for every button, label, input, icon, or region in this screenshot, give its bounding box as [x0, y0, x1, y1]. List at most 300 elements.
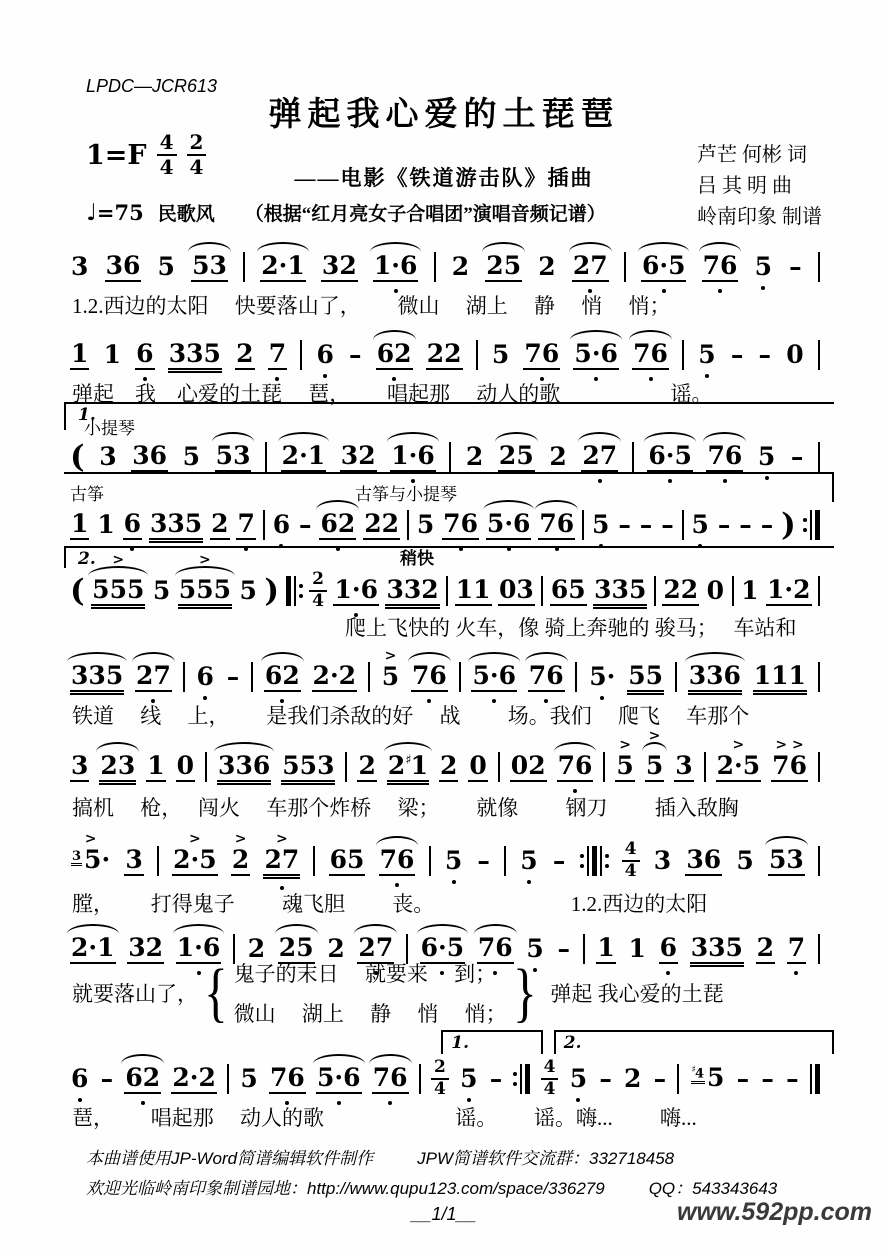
- catalog-number: LPDC—JCR613: [86, 76, 218, 96]
- barline: [434, 250, 436, 284]
- note-group: 6: [70, 1066, 89, 1093]
- note-group: 335: [168, 338, 221, 368]
- thin-bar: [520, 1064, 522, 1094]
- note-group: 3: [71, 251, 89, 281]
- note-group: 5: [525, 936, 544, 963]
- volta-bracket-1: 1.: [64, 402, 834, 430]
- note-group: –: [489, 1063, 503, 1093]
- thin-bar: [205, 752, 207, 782]
- thin-bar: [541, 576, 543, 606]
- volta-bracket-2: 2.: [64, 546, 834, 568]
- thin-bar: [446, 576, 448, 606]
- note-group: 336: [688, 663, 742, 692]
- style-label: 民歌风: [157, 204, 215, 225]
- note-group: –: [552, 845, 566, 875]
- thin-bar: [407, 510, 409, 540]
- thin-bar: [818, 752, 820, 782]
- barline: [818, 660, 820, 694]
- lyric-upper: 鬼子的末日 就要来 到；: [233, 962, 497, 986]
- note-group: 6·5: [641, 253, 687, 282]
- note-group: > 555: [91, 577, 145, 606]
- note-group: –: [730, 339, 744, 369]
- note-group: 2·1: [70, 935, 116, 964]
- qq-group-note: JPW简谱软件交流群：332718458: [417, 1149, 675, 1168]
- low-octave-dot: [78, 1098, 82, 1102]
- barline: [818, 250, 820, 284]
- note-group: –: [786, 1063, 799, 1093]
- note-group: 5: [591, 512, 610, 539]
- note-group: 2: [247, 933, 266, 963]
- note-group: 27: [357, 935, 394, 964]
- music-line-7: [70, 727, 820, 788]
- time-signature-2-4: 2 4: [187, 132, 207, 178]
- note-group: 2: [465, 441, 484, 471]
- slur-arc: [214, 742, 274, 752]
- parenthesis: (: [70, 438, 85, 475]
- note-group: 2·1: [260, 253, 306, 282]
- note-group: 25: [498, 443, 535, 472]
- thin-bar: [345, 752, 347, 782]
- time-signature-4-4: 4 4: [157, 132, 177, 178]
- note-group: 76: [523, 341, 560, 370]
- note-group: 2: [439, 750, 458, 780]
- note-group: 1: [71, 338, 89, 368]
- note-group: 55: [628, 660, 664, 690]
- note-group: 5: [519, 848, 538, 875]
- slur-arc: [373, 330, 416, 340]
- note-group: > 2·5: [173, 830, 217, 874]
- low-octave-dot: [203, 696, 207, 700]
- slur-arc: [67, 652, 127, 662]
- barline: [265, 440, 267, 474]
- quarter-note-icon: ♩: [86, 199, 97, 226]
- slur-arc: [570, 330, 622, 340]
- thin-bar: [449, 442, 451, 472]
- barline: [682, 508, 684, 542]
- barline: [632, 440, 634, 474]
- note-group: 65: [550, 574, 586, 604]
- music-system-10: [70, 1033, 820, 1100]
- note-group: 5: [459, 1066, 478, 1093]
- lyricist-credit: 芦芒 何彬 词: [697, 144, 807, 166]
- note-group: 5: [152, 575, 171, 605]
- note-group: 0: [706, 575, 725, 605]
- thin-bar: [818, 340, 820, 370]
- lyrics-line-5: 爬上飞快的 火车，像 骑上奔驰的 骏马； 车站和: [72, 616, 797, 640]
- music-system-2: [70, 334, 820, 376]
- note-group: 0: [786, 339, 804, 369]
- time-signature: 2 4: [309, 571, 327, 611]
- note-group: –: [736, 1063, 750, 1093]
- note-group: 76: [372, 1065, 409, 1094]
- low-octave-dot: [761, 286, 765, 290]
- note-group: 5·6: [471, 663, 517, 692]
- note-group: 5: [491, 339, 510, 369]
- note-group: 1·2: [766, 574, 811, 604]
- note-group: 6·5: [420, 935, 466, 964]
- note-group: 6: [135, 341, 154, 370]
- music-line-6: [70, 647, 820, 698]
- note-group: –: [599, 1063, 612, 1093]
- thick-bar: [286, 576, 291, 606]
- low-octave-dot: [527, 880, 531, 884]
- slur-arc: [67, 924, 119, 934]
- note-group: 25: [485, 253, 522, 282]
- lyric-lower: 微山 湖上 静 悄 悄；: [233, 1002, 507, 1026]
- thin-bar: [582, 510, 584, 540]
- barline: [205, 750, 207, 784]
- note-group: 1: [147, 750, 165, 780]
- note-group: 5: [754, 254, 773, 281]
- thin-bar: [818, 662, 820, 692]
- note-group: 1: [741, 575, 759, 605]
- accent-mark: >: [189, 830, 201, 847]
- barline: [263, 508, 265, 542]
- note-group: 111: [753, 660, 806, 690]
- note-group: 5: [697, 342, 716, 369]
- slur-arc: [278, 432, 330, 442]
- note-group: 2·2: [312, 660, 357, 690]
- parenthesis: ): [781, 506, 796, 543]
- note-group: > 5: [616, 736, 634, 780]
- note-group: 3: [675, 750, 693, 780]
- note-group: 553: [282, 750, 335, 780]
- note-group: –: [761, 1063, 774, 1093]
- slur-arc: [257, 242, 309, 252]
- note-group: –: [618, 509, 631, 539]
- note-group: 0: [176, 750, 195, 780]
- note-group: 27: [581, 443, 618, 472]
- barline: [286, 574, 303, 608]
- slur-arc: [370, 242, 422, 252]
- note-group: 2: [451, 251, 470, 281]
- slur-arc: [525, 652, 568, 662]
- thin-bar: [818, 846, 820, 876]
- note-group: 7: [236, 511, 255, 540]
- barline: [818, 574, 820, 608]
- slur-arc: [261, 652, 304, 662]
- lyrics-line-2: 弹起 我 心爱的土琵 琶， 唱起那 动人的歌 谣。: [72, 382, 713, 406]
- note-group: 5·6: [316, 1065, 362, 1094]
- music-system-1: [70, 246, 820, 288]
- lyrics-line-1: 1.2.西边的太阳 快要落山了， 微山 湖上 静 悄 悄；: [72, 294, 671, 318]
- thin-bar: [429, 846, 431, 876]
- note-group: 5: [444, 848, 463, 875]
- note-group: 1·6: [333, 577, 379, 606]
- accent-mark: > >: [775, 736, 804, 753]
- note-group: 76: [442, 511, 479, 540]
- barline: [345, 750, 347, 784]
- barline: [654, 574, 656, 608]
- note-group: 335: [690, 932, 743, 962]
- slur-arc: [408, 652, 451, 662]
- note-group: 23: [99, 753, 136, 782]
- grace-note: ♯4: [691, 1065, 704, 1082]
- note-group: 6: [659, 935, 678, 964]
- thin-bar: [624, 252, 626, 282]
- note-group: –: [661, 509, 674, 539]
- note-group: 32: [340, 440, 376, 470]
- barline: [251, 660, 253, 694]
- note-group: –: [717, 509, 731, 539]
- note-group: 5: [416, 509, 435, 539]
- note-group: 36: [105, 250, 141, 280]
- slur-arc: [275, 924, 318, 934]
- slur-arc: [468, 652, 520, 662]
- note-group: 6: [272, 512, 291, 539]
- footer-line-1: [86, 1144, 674, 1169]
- thin-bar: [183, 662, 185, 692]
- barline: [183, 660, 185, 694]
- note-group: –: [226, 661, 240, 691]
- slur-arc: [354, 924, 397, 934]
- slur-arc: [578, 432, 621, 442]
- parenthesis: (: [70, 572, 85, 609]
- low-octave-dot: [323, 374, 327, 378]
- time-signature: 4 4: [541, 1059, 559, 1099]
- note-group: 336: [217, 753, 271, 782]
- barline: [704, 750, 706, 784]
- low-octave-dot: [395, 883, 399, 887]
- note-group: 1: [597, 932, 615, 962]
- note-group: –: [299, 509, 312, 539]
- slur-arc: [313, 1054, 365, 1064]
- thin-bar: [704, 752, 706, 782]
- note-group: 36: [132, 440, 168, 470]
- barline: [504, 844, 506, 878]
- slur-arc: [188, 242, 231, 252]
- note-group: 5·6: [486, 511, 532, 540]
- thin-bar: [587, 846, 589, 876]
- barline: [818, 440, 820, 474]
- thin-bar: [294, 576, 296, 606]
- low-octave-dot: [576, 1098, 580, 1102]
- note-group: –: [349, 339, 362, 369]
- note-group: 02: [510, 750, 546, 780]
- slur-arc: [384, 742, 432, 752]
- note-group: 53: [215, 443, 252, 472]
- note-group: 5: [240, 1063, 258, 1093]
- thin-bar: [654, 576, 656, 606]
- slur-arc: [417, 924, 469, 934]
- note-group: –: [739, 509, 752, 539]
- note-group: 11: [455, 574, 491, 604]
- note-group: > 5: [645, 753, 664, 782]
- accent-mark: >: [384, 647, 397, 664]
- note-group: 5: [736, 845, 754, 875]
- thin-bar: [251, 662, 253, 692]
- note-group: 62: [319, 511, 356, 540]
- note-group: 335: [594, 574, 647, 604]
- stacked-lyrics: [234, 958, 507, 1028]
- accent-mark: >: [199, 551, 211, 568]
- note-group: 36: [686, 844, 722, 874]
- note-group: –: [789, 251, 802, 281]
- left-brace: {: [203, 955, 228, 1029]
- lyric-pre: 就要落山了，: [72, 982, 198, 1006]
- note-group: 1: [103, 339, 121, 369]
- barline: [575, 660, 577, 694]
- music-system-4: [70, 485, 820, 546]
- thick-bar: [592, 846, 597, 876]
- note-group: 27: [572, 253, 609, 282]
- accent-mark: >: [619, 736, 631, 753]
- thin-bar: [504, 846, 506, 876]
- note-group: –: [653, 1063, 667, 1093]
- slur-arc: [369, 1054, 412, 1064]
- thin-bar: [498, 752, 500, 782]
- note-group: > > 76: [772, 736, 807, 780]
- thin-bar: [434, 252, 436, 282]
- parenthesis: ): [264, 572, 280, 609]
- note-group: 3: [125, 844, 143, 874]
- barline: [580, 844, 609, 878]
- note-group: 2: [538, 251, 556, 281]
- note-group: 2·1: [281, 443, 327, 472]
- note-group: 76: [411, 663, 448, 692]
- repeat-dots: [803, 518, 807, 532]
- low-octave-dot: [467, 1098, 471, 1102]
- tempo-marking: ♩=75: [86, 199, 144, 226]
- note-group: 27: [135, 663, 172, 692]
- note-group: 5: [157, 251, 175, 281]
- slur-arc: [554, 742, 597, 752]
- note-group: 6·5: [647, 443, 693, 472]
- slur-arc: [132, 652, 175, 662]
- note-group: 76: [528, 663, 565, 692]
- note-group: 2: [327, 933, 345, 963]
- note-group: –: [758, 339, 772, 369]
- note-group: 1: [71, 508, 89, 538]
- note-group: 1·6: [390, 443, 436, 472]
- note-group: 76: [269, 1065, 306, 1094]
- music-system-5: [70, 549, 820, 612]
- thin-bar: [419, 1064, 421, 1094]
- barline: [803, 508, 820, 542]
- barline: [682, 338, 684, 372]
- barline: [157, 844, 159, 878]
- note-group: > 5: [381, 647, 400, 691]
- page-number: __1/1__: [411, 1204, 477, 1224]
- barline: [300, 338, 302, 372]
- note-group: –: [639, 509, 653, 539]
- thin-bar: [313, 846, 315, 876]
- note-group: 2: [549, 441, 567, 471]
- note-group: 2: [211, 508, 229, 538]
- source-note: （根据“红月亮女子合唱团”演唱音频记谱）: [244, 204, 606, 225]
- note-group: 3: [71, 750, 89, 780]
- note-group: > 2: [231, 830, 250, 874]
- barline: [541, 574, 543, 608]
- time-signature: 2 4: [431, 1059, 449, 1099]
- footer-line-2: [86, 1174, 777, 1199]
- note-group: 5: [691, 512, 710, 539]
- note-group: 22: [663, 574, 699, 604]
- thin-bar: [632, 442, 634, 472]
- note-group: 76: [538, 511, 575, 540]
- barline: [243, 250, 245, 284]
- note-group: > 555: [178, 577, 232, 606]
- accent-mark: >: [275, 830, 288, 847]
- barline: [603, 750, 605, 784]
- note-group: 53: [191, 253, 228, 282]
- music-system-7: [70, 727, 820, 788]
- slur-arc: [638, 242, 690, 252]
- note-group: 1: [628, 933, 646, 963]
- thin-bar: [677, 1064, 679, 1094]
- barline: [513, 1062, 530, 1096]
- barline: [459, 660, 461, 694]
- qq-contact-note: QQ：543343643: [648, 1179, 778, 1198]
- slur-arc: [474, 924, 517, 934]
- slur-arc: [121, 1054, 164, 1064]
- subtitle: ——电影《铁道游击队》插曲: [294, 166, 594, 190]
- low-octave-dot: [600, 696, 604, 700]
- note-group: 6: [196, 664, 215, 691]
- music-line-1: [70, 246, 820, 288]
- slur-arc: [495, 432, 538, 442]
- thin-bar: [227, 1064, 229, 1094]
- repeat-dots: [299, 584, 303, 598]
- time-signature: 4 4: [622, 841, 640, 881]
- tempo-change-label: 稍快: [400, 549, 434, 568]
- note-group: –: [477, 845, 490, 875]
- slur-arc: [569, 242, 612, 252]
- note-group: 76: [379, 847, 416, 876]
- thick-bar: [815, 510, 820, 540]
- slur-arc: [212, 432, 255, 442]
- thin-bar: [732, 576, 734, 606]
- credits: [697, 140, 822, 233]
- note-group: 6: [315, 342, 334, 369]
- song-title: 弹起我心爱的土琵琶: [268, 97, 620, 133]
- thin-bar: [603, 752, 605, 782]
- barline: [732, 574, 734, 608]
- barline: [582, 508, 584, 542]
- barline: [476, 338, 478, 372]
- instrument-label-violin: 小提琴: [84, 419, 135, 438]
- accent-mark: >: [234, 830, 247, 847]
- note-group: 76: [702, 253, 739, 282]
- thin-bar: [682, 340, 684, 370]
- barline: [624, 250, 626, 284]
- note-group: 62: [376, 341, 413, 370]
- barline: [227, 1062, 229, 1096]
- note-group: 5: [239, 575, 257, 605]
- note-group: 1: [97, 509, 115, 539]
- note-group: 25: [278, 935, 315, 964]
- low-octave-dot: [705, 374, 709, 378]
- slur-arc: [765, 836, 808, 846]
- note-group: 62: [264, 663, 301, 692]
- note-group: 2·2: [172, 1062, 216, 1092]
- thin-bar: [675, 662, 677, 692]
- lyric-post: 弹起 我心爱的土琵: [550, 982, 724, 1006]
- slur-arc: [96, 742, 139, 752]
- barline: [677, 1062, 679, 1096]
- note-group: 0: [469, 750, 487, 780]
- note-group: 22: [364, 508, 399, 538]
- note-group: 335: [70, 663, 124, 692]
- ending-1-bracket: 1.: [441, 1030, 543, 1054]
- note-group: 5: [757, 444, 776, 471]
- lyrics-line-9-block: [72, 955, 842, 1029]
- transcriber-credit: 岭南印象 制谱: [697, 206, 822, 228]
- thin-bar: [243, 252, 245, 282]
- thin-bar: [476, 340, 478, 370]
- accent-mark: >: [84, 830, 97, 847]
- accent-mark: >: [732, 736, 745, 753]
